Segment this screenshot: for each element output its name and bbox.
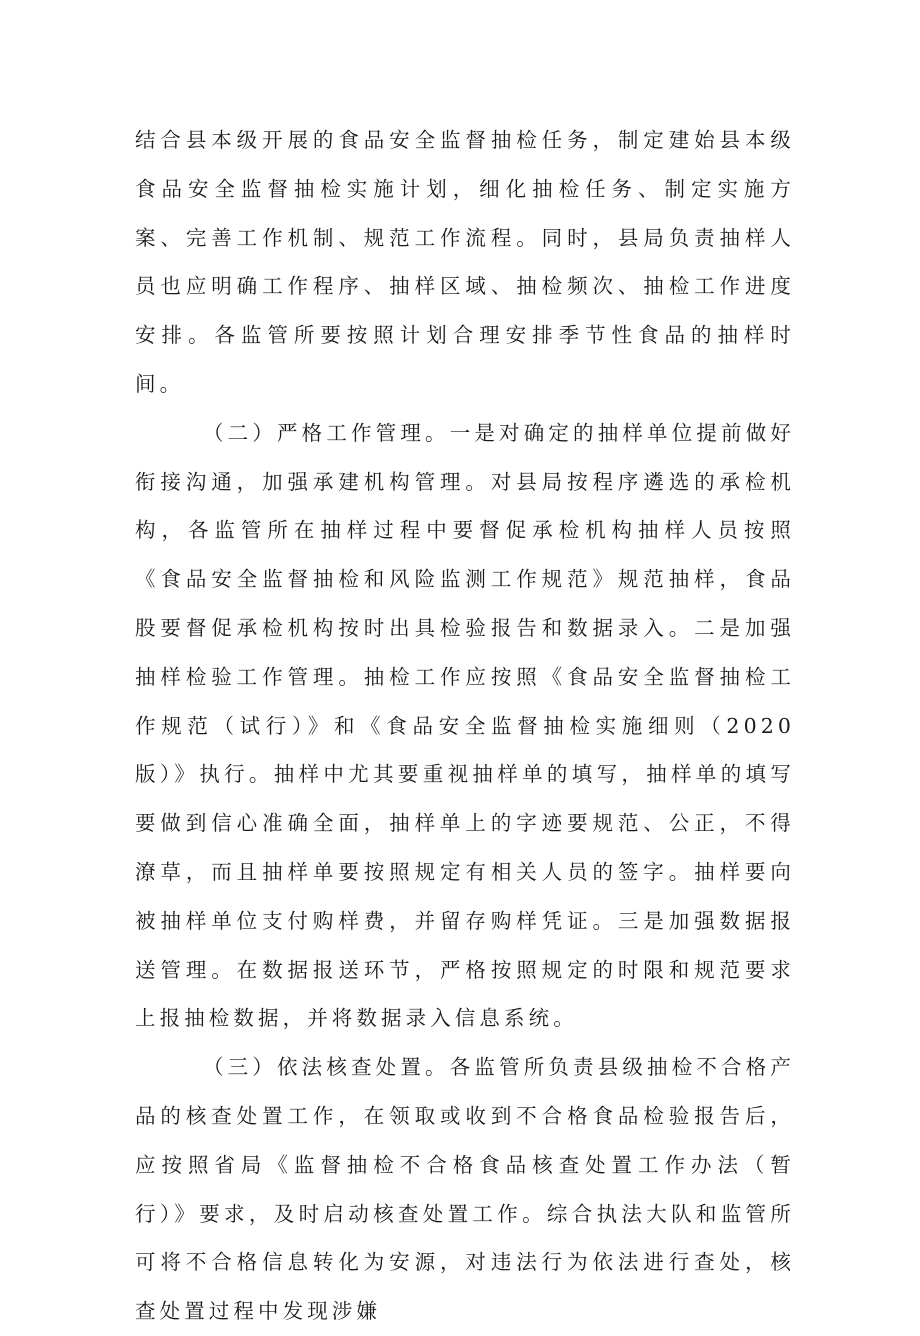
- paragraph-p2-strict-management: （二）严格工作管理。一是对确定的抽样单位提前做好衔接沟通，加强承建机构管理。对县局按程序遴选的承检机构，各监管所在抽样过程中要督促承检机构抽样人员按照《食品安全监督抽检和风险监测工作规范》规范抽样，食品股要督促承检机构按时出具检验报告和数据录入。二是加强抽样检验工作管理。抽检工作应按照《食品安全监督抽检工作规范（试行）》和《食品安全监督抽检实施细则（2020版）》执行。抽样中尤其要重视抽样单的填写，抽样单的填写要做到信心准确全面，抽样单上的字迹要规范、公正，不得潦草，而且抽样单要按照规定有相关人员的签字。抽样要向被抽样单位支付购样费，并留存购样凭证。三是加强数据报送管理。在数据报送环节，严格按照规定的时限和规范要求上报抽检数据，并将数据录入信息系统。: [135, 420, 795, 1031]
- paragraph-p1: 结合县本级开展的食品安全监督抽检任务，制定建始县本级食品安全监督抽检实施计划，细化抽检任务、制定实施方案、完善工作机制、规范工作流程。同时，县局负责抽样人员也应明确工作程序、抽样区域、抽检频次、抽检工作进度安排。各监管所要按照计划合理安排季节性食品的抽样时间。: [135, 128, 795, 396]
- paragraph-p3-legal-verification: （三）依法核查处置。各监管所负责县级抽检不合格产品的核查处置工作，在领取或收到不合格食品检验报告后，应按照省局《监督抽检不合格食品核查处置工作办法（暂行）》要求，及时启动核查处置工作。综合执法大队和监管所可将不合格信息转化为安源，对违法行为依法进行查处，核查处置过程中发现涉嫌: [135, 1055, 795, 1324]
- document-body: [135, 116, 795, 1336]
